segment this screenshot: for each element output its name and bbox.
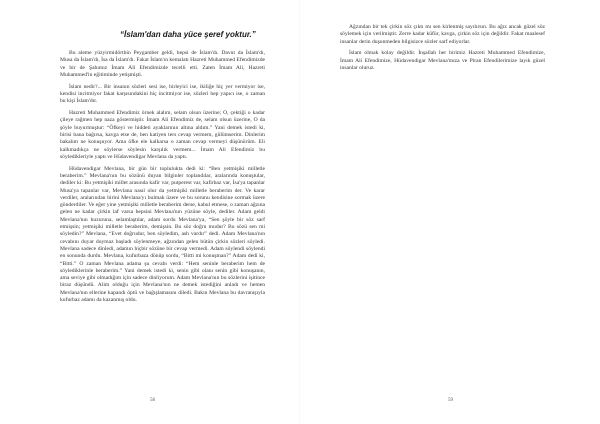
right-page [300,0,600,424]
right-text-column [340,24,545,77]
paragraph: Hüdavendigar Mevlana, bir gün bir toplulukta dedi ki: “Ben yetmişiki milletle beraberim.” Mevlana'nın bu sözünü duyan bilginler toplandılar, aralarında konuştular, dediler ki: Bu yetmişiki millet arasında kafir var, putperest var, kafirbaz var, İsa'ya tapanlar Musa'ya tapanlar var, Mevlana nasıl olur da yetmişiki milletle beraberim der. Ve karar verdiler, aralarından birini Mevlana'yı bulmak üzere ve bu sorunu kendisine sormak üzere gönderdiler. Ve eğer yine yetmişiki milletle beraberim derse, kabul etmese, o zaman ağzına gelen ne kadar çirkin laf varsa hepsini Mevlana'nın yüzüne söyle, dediler. Adam geldi Mevlana'nın huzuruna, selamlaştılar, adam sordu Mevlana'ya, “Sen şöyle bir söz sarf etmişsin; yetmişiki milletle beraberim, demişsin. Bu söz doğru mudur? Bu sözü sen mi söyledin?” Mevlana, “Evet doğrudur, ben söyledim, ash vardır” dedi. Adam Mevlana'nın cevabını duyar duymaz başladı söylenmeye, ağzından gelen bütün çirkin sözleri söyledi. Mevlana sadece dinledi, adamın hiçbir sözüne bir cevap vermedi. Adam söylendi söylendi en sonunda durdu. Mevlana, kufurbaza dönüp sordu, “Bitti mi konuşman?” Adam dedi ki, “Bitti.” O zaman Mevlana adama şu cevabı verdi: “Hem seninle beraberim hem de söylediklerinle beraberim.” Yani demek istedi ki, senin gibi olanı senin gibi konuşanın, ama seviye gibi olmadığım için sadece dinliyorum. Adam Mevlana'nın bu sözlerini işitince biraz düşündü. Alim olduğu için Mevlana'nın ne demek istediğini anladı ve hemen Mevlana'nın ellerine kapandı öptü ve bağışlamasını diledi. Bakın Mevlana bu davranışıyla kufurbaz adamı da kazanmış oldu. [60,165,265,303]
page-heading: “İslam'dan daha yüce şeref yoktur.” [120,30,256,39]
paragraph: İslam nedir?... Bir insanın sözleri sesi ise, birleyici ise, ikiliğe hiç yer vermiyor ise, kendisi incitmiyor fakat karşısındakini hiç incitmiyor ise, sözleri hep yapıcı ise, o zaman bu kişi İslam'dır. [60,83,265,105]
paragraph: İslam olmak kolay değildir. İnşallah her birimiz Hazreti Muhammed Efendimize, İmam Ali Efendimize, Hüdavendigar Mevlana'mıza ve Piran Efendilerimize layık güzel insanlar oluruz. [340,50,545,71]
paragraph: Hazreti Muhammed Efendimiz örnek alalım, selam olsun üzerine; O, çektiği o kadar çileye rağmen hep naza göstermiştir. İmam Ali Efendimiz de, selam olsun üzerine, O da şöyle buyurmuştur: “Öfkeyi ve hiddeti ayaklarının altına aldım.” Yani demek istedi ki, birisi bana bağırsa, kavga etse de, ben katiyen ters cevap vermem, gülümserim. Dinlerim bakalım ne konuşuyor. Ama öfke ele kalkarsa o zaman cevap vermeyi düşünürüm. Eli kalkmadıkça ne söylerse söylesin karşılık vermem... İmam Ali Efendimiz bu söyledikleriyle yaptı ve Hüdavendigar Mevlana da yaptı. [60,110,265,160]
paragraph: Ağzından bir tek çirkin söz çıktı mı sen kirlenmiş sayılırsın. Bu ağız ancak güzel söz söylemek için verilmiştir. Zerre kadar küfür, kavga, çirkin söz için değildir. Fakat maalesef insanlar derin duşunmeden bilgisizce sözler sarf ediyorlar. [340,24,545,45]
left-text-column [60,50,265,309]
page-number-left: 58 [150,398,155,403]
paragraph: Bu aleme yüzyirmidörtbin Peygamber geldi, hepsi de İslam'dı. Davut da İslam'dı, Musa da İslam'dı, İsa da İslam'dı. Fakat İslam'ın kemalatı Hazreti Muhammed Efendimizde ve bir de Şahımız İmam Ali Efendimizde tecelli etti. Zaten İmam Ali, Hazreti Muhammed'in eğitiminde yetişmişti. [60,50,265,78]
page-number-right: 59 [448,398,453,403]
